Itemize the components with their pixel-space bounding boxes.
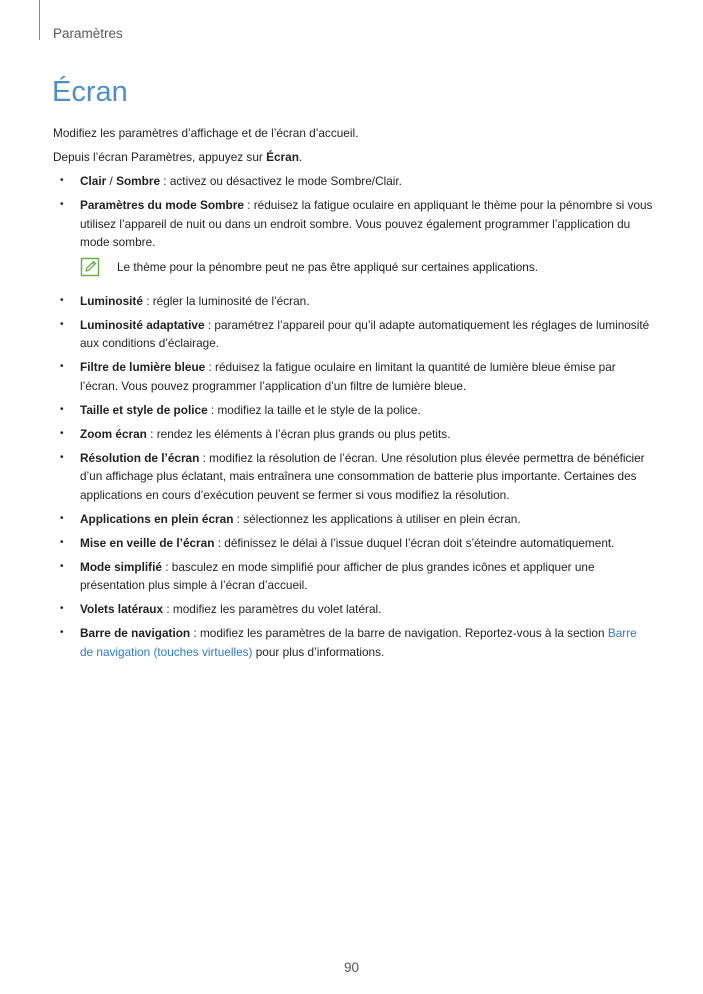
- bullet-icon: •: [60, 536, 64, 548]
- list-item-dark-mode-settings: [53, 196, 653, 252]
- list-item-blue-light-filter: [53, 358, 653, 395]
- list-item-navigation-bar: • Barre de navigation : modifiez les paramètres de la barre de navigation. Reportez-vous à la section Barre de navigation (touches virtuelles) pour plus d’informations.: [60, 626, 637, 659]
- note-text: Le thème pour la pénombre peut ne pas être appliqué sur certaines applications.: [117, 259, 539, 274]
- breadcrumb: Paramètres: [53, 26, 123, 41]
- item-label: Taille et style de police: [80, 402, 208, 417]
- page-title: Écran: [52, 76, 128, 108]
- list-item-edge-panels: [53, 600, 653, 619]
- settings-list-bottom: [53, 292, 653, 662]
- item-description: : sélectionnez les applications à utiliser en plein écran.: [233, 511, 521, 526]
- margin-rule: [39, 0, 40, 40]
- item-label: Volets latéraux: [80, 602, 164, 616]
- item-label: Mise en veille de l’écran: [80, 535, 215, 550]
- item-description: : basculez en mode simplifié pour afficher de plus grandes icônes et appliquer une présentation plus simple à l’écran d’accueil.: [80, 559, 595, 592]
- bullet-icon: •: [60, 199, 64, 210]
- list-item-font-size-style: [53, 401, 653, 420]
- item-description: : régler la luminosité de l’écran.: [142, 293, 310, 308]
- bullet-icon: •: [60, 560, 64, 572]
- item-description: : réduisez la fatigue oculaire en limitant la quantité de lumière bleue émise par l’écran. Vous pouvez programmer l’application d’un filtre de lumière bleue.: [80, 360, 616, 393]
- item-label: Applications en plein écran: [80, 511, 234, 526]
- item-label: Barre de navigation: [80, 626, 191, 640]
- item-label: Résolution de l’écran: [80, 450, 200, 465]
- bullet-icon: •: [60, 318, 64, 330]
- list-item-screen-timeout: [53, 534, 653, 553]
- item-label: Sombre: [116, 174, 160, 188]
- list-item-screen-zoom: [53, 425, 653, 444]
- list-item-brightness: [53, 292, 653, 311]
- item-description: : définissez le délai à l’issue duquel l’écran doit s’éteindre automatiquement.: [214, 535, 615, 550]
- item-description: : réduisez la fatigue oculaire en appliquant le thème pour la pénombre si vous utilisez l’appareil de nuit ou dans un endroit sombre. Vous pouvez également programmer l’application du mode sombre.: [80, 198, 653, 249]
- item-label: Luminosité: [80, 293, 143, 308]
- bullet-icon: •: [60, 361, 64, 372]
- item-description: : paramétrez l’appareil pour qu’il adapte automatiquement les réglages de luminosité aux conditions d’éclairage.: [80, 317, 650, 350]
- note-icon: [80, 257, 100, 277]
- item-label: Zoom écran: [80, 426, 147, 441]
- intro-screen-label: Écran: [266, 150, 299, 164]
- bullet-icon: •: [60, 294, 64, 306]
- item-label: Filtre de lumière bleue: [80, 360, 206, 374]
- item-description: : modifiez les paramètres de la barre de navigation. Reportez-vous à la section: [190, 626, 608, 640]
- bullet-icon: •: [60, 427, 64, 439]
- item-description: : modifiez la taille et le style de la police.: [207, 402, 421, 417]
- item-description: : activez ou désactivez le mode Sombre/Clair.: [160, 174, 402, 188]
- list-item-easy-mode: [53, 558, 653, 595]
- settings-list-top: [53, 172, 653, 252]
- bullet-icon: •: [60, 403, 64, 415]
- item-label: Clair: [80, 174, 107, 188]
- navigation-bar-section-link[interactable]: Barre de navigation (touches virtuelles): [80, 626, 637, 659]
- item-description: : modifiez la résolution de l’écran. Une résolution plus élevée permettra de bénéficier d’un affichage plus éclatant, mais entraînera une consommation de batterie plus importante. Certaines des applications en cours d’exécution peuvent se fermer si vous modifiez la résolution.: [80, 450, 645, 502]
- page-content: [53, 124, 653, 667]
- item-label: Paramètres du mode Sombre: [80, 198, 244, 212]
- item-label: Mode simplifié: [80, 559, 162, 574]
- bullet-icon: •: [60, 512, 64, 524]
- item-label: Luminosité adaptative: [80, 317, 205, 332]
- item-description: : rendez les éléments à l’écran plus grands ou plus petits.: [146, 426, 451, 441]
- list-item-adaptive-brightness: [53, 316, 653, 353]
- list-item-full-screen-apps: [53, 510, 653, 529]
- intro-line-1: Modifiez les paramètres d’affichage et de l’écran d’accueil.: [53, 126, 359, 140]
- intro-line-2: Depuis l’écran Paramètres, appuyez sur Écran.: [53, 150, 303, 164]
- page-number: 90: [343, 960, 360, 975]
- bullet-icon: •: [60, 603, 64, 614]
- bullet-icon: •: [60, 175, 64, 186]
- bullet-icon: •: [60, 627, 64, 638]
- note-box: [53, 258, 653, 280]
- bullet-icon: •: [60, 451, 64, 463]
- list-item-screen-resolution: [53, 449, 653, 505]
- list-item-clair-sombre: • Clair / Sombre : activez ou désactivez le mode Sombre/Clair.: [53, 172, 653, 191]
- item-description: : modifiez les paramètres du volet latéral.: [163, 602, 382, 616]
